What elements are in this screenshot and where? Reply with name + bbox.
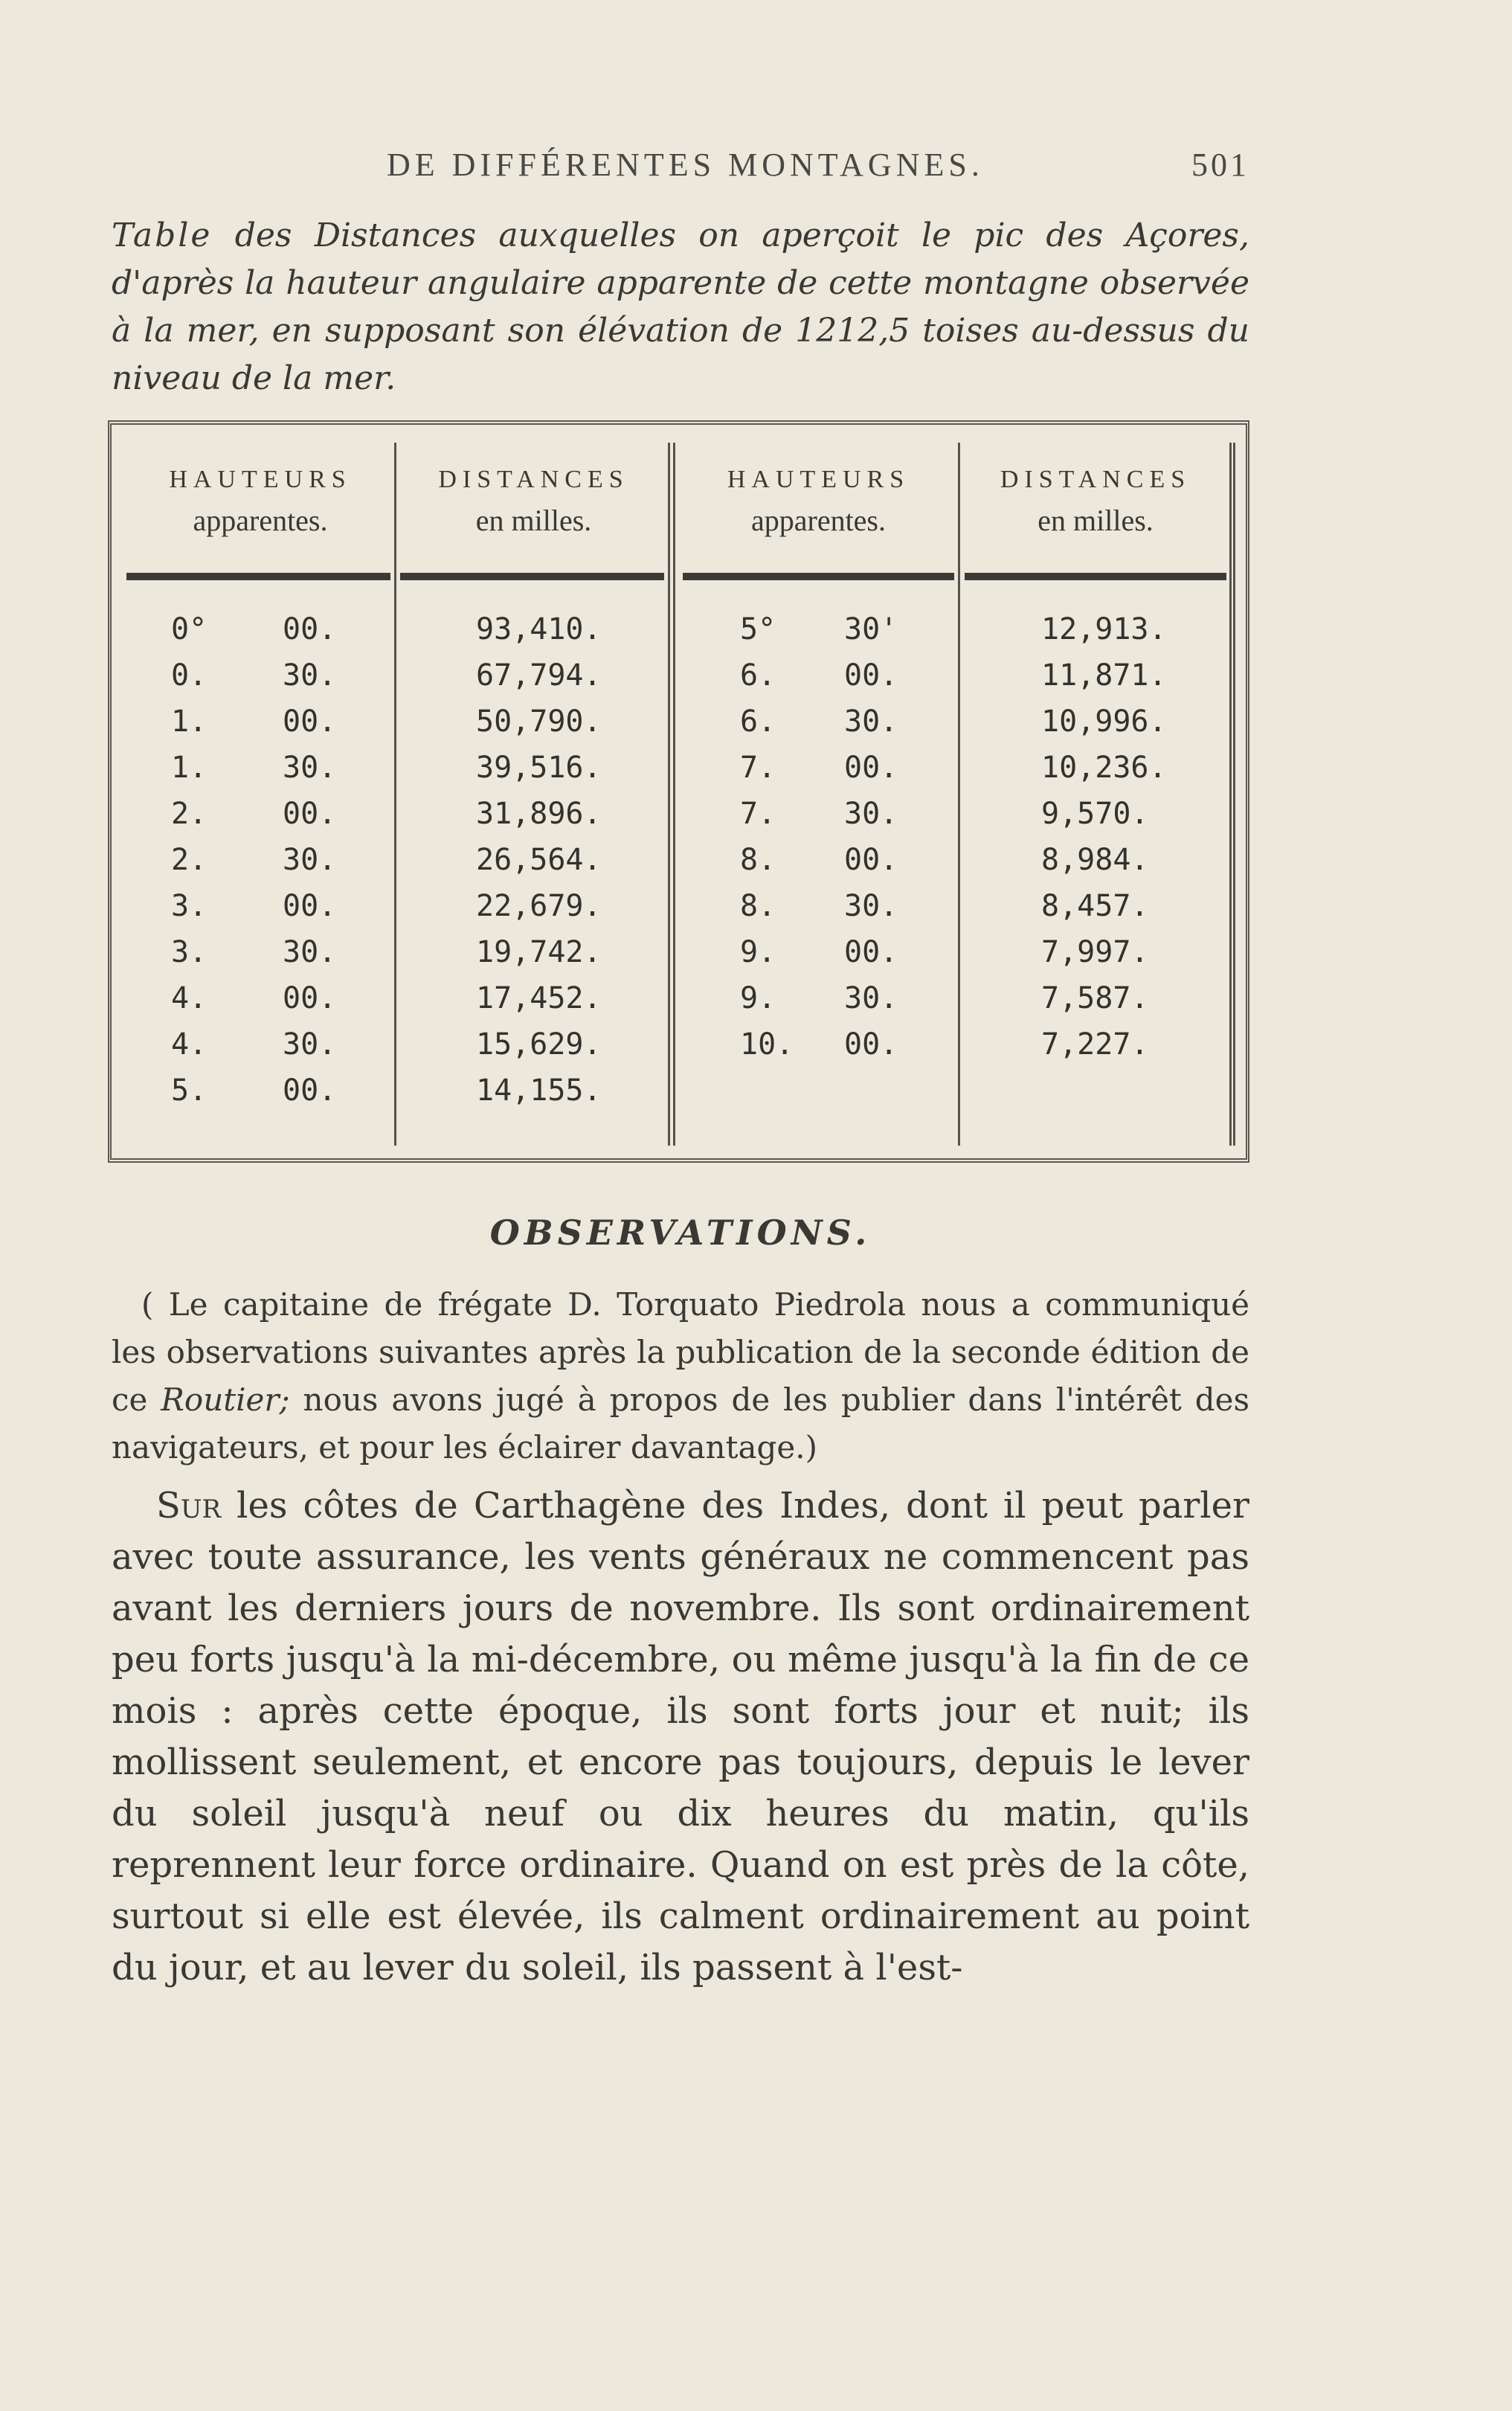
table-cell-deg: 5. [171,1073,208,1108]
table-cell-deg: 0. [171,658,208,693]
table-cell-dist: 19,742. [476,935,602,969]
right-double-rule [1229,443,1235,1146]
table-cell-dist: 15,629. [476,1027,602,1062]
caption-text: des Distances auxquelles on aperçoit le pic des Açores, d'après la hauteur angulaire apparente de cette montagne observée à la mer, en supposant son élévation de 1212,5 toises au-dessus du niveau de la mer. [112,216,1249,397]
table-cell-min: 00. [283,612,337,646]
table-cell-min: 00. [283,981,337,1015]
header-rule [965,573,1226,580]
page-number: 501 [1191,147,1249,183]
table-cell-deg: 6. [740,704,776,739]
table-cell-dist: 22,679. [476,889,602,923]
table-cell-deg: 1. [171,751,208,785]
table-cell-min: 00. [283,797,337,831]
table-cell-deg: 3. [171,935,208,969]
running-head-title: DE DIFFÉRENTES MONTAGNES. [387,147,984,183]
table-cell-deg: 9. [740,981,776,1015]
table-cell-dist: 9,570. [1041,797,1149,831]
header-rule [126,573,390,580]
table-cell-min: 30. [844,981,898,1015]
table-caption [112,212,1249,402]
table-cell-min: 00. [844,658,898,693]
table-cell-deg: 9. [740,935,776,969]
table-cell-dist: 10,236. [1041,751,1167,785]
table-cell-dist: 93,410. [476,612,602,646]
table-cell-dist: 67,794. [476,658,602,693]
header-rule [400,573,664,580]
table-cell-dist: 11,871. [1041,658,1167,693]
table-cell-min: 00. [283,704,337,739]
editor-note: ( Le capitaine de frégate D. Torquato Piedrola nous a communiqué les observations suivantes après la publication de la seconde édition de ce Routier; nous avons jugé à propos de les publier dans l'intérêt des navigateurs, et pour les éclairer davantage.) [112,1286,1249,1465]
table-cell-min: 00. [844,843,898,877]
table-cell-min: 00. [844,751,898,785]
header-hauteurs-1: HAUTEURS apparentes. [169,466,352,537]
observations-title: OBSERVATIONS. [489,1213,872,1253]
table-cell-min: 30. [844,704,898,739]
table-cell-min: 30' [844,612,898,646]
running-head [387,146,1249,184]
table-cell-deg: 1. [171,704,208,739]
center-double-rule [668,443,675,1146]
table-cell-min: 30. [283,843,337,877]
table-cell-deg: 6. [740,658,776,693]
table-cell-dist: 8,984. [1041,843,1149,877]
table-cell-deg: 8. [740,889,776,923]
table-cell-deg: 2. [171,797,208,831]
table-cell-dist: 26,564. [476,843,602,877]
table-cell-deg: 8. [740,843,776,877]
table-cell-dist: 12,913. [1041,612,1167,646]
header-rule [683,573,954,580]
table-cell-deg: 7. [740,797,776,831]
table-cell-deg: 4. [171,981,208,1015]
header-distances-2: DISTANCES en milles. [1000,466,1191,537]
table-cell-min: 00. [844,1027,898,1062]
table-cell-min: 00. [283,1073,337,1108]
table-cell-deg: 10. [740,1027,794,1062]
table-cell-min: 30. [283,1027,337,1062]
table-cell-min: 30. [283,658,337,693]
table-cell-deg: 4. [171,1027,208,1062]
table-cell-deg: 0° [171,612,208,646]
table-cell-min: 30. [283,935,337,969]
table-cell-min: 00. [283,889,337,923]
table-cell-dist: 7,587. [1041,981,1149,1015]
table-cell-deg: 7. [740,751,776,785]
table-cell-deg: 3. [171,889,208,923]
body-paragraph: Sur les côtes de Carthagène des Indes, dont il peut parler avec toute assurance, les vents généraux ne commencent pas avant les derniers jours de novembre. Ils sont ordinairement peu forts jusqu'à la mi-décembre, ou même jusqu'à la fin de ce mois : après cette époque, ils sont forts jour et nuit; ils mollissent seulement, et encore pas toujours, depuis le lever du soleil jusqu'à neuf ou dix heures du matin, qu'ils reprennent leur force ordinaire. Quand on est près de la côte, surtout si elle est élevée, ils calment ordinairement au point du jour, et au lever du soleil, ils passent à l'est- [112,1485,1249,1988]
table-cell-deg: 5° [740,612,776,646]
column-rule [394,443,396,1146]
column-rule [958,443,960,1146]
table-cell-dist: 17,452. [476,981,602,1015]
table-cell-dist: 7,227. [1041,1027,1149,1062]
table-cell-min: 30. [844,797,898,831]
header-distances-1: DISTANCES en milles. [438,466,629,537]
table-cell-dist: 8,457. [1041,889,1149,923]
table-cell-deg: 2. [171,843,208,877]
header-hauteurs-2: HAUTEURS apparentes. [727,466,910,537]
caption-first-word: Table [112,216,213,254]
table-cell-dist: 14,155. [476,1073,602,1108]
table-cell-dist: 39,516. [476,751,602,785]
table-cell-dist: 7,997. [1041,935,1149,969]
table-cell-dist: 50,790. [476,704,602,739]
table-cell-dist: 10,996. [1041,704,1167,739]
table-cell-dist: 31,896. [476,797,602,831]
table-cell-min: 30. [844,889,898,923]
table-cell-min: 30. [283,751,337,785]
table-cell-min: 00. [844,935,898,969]
